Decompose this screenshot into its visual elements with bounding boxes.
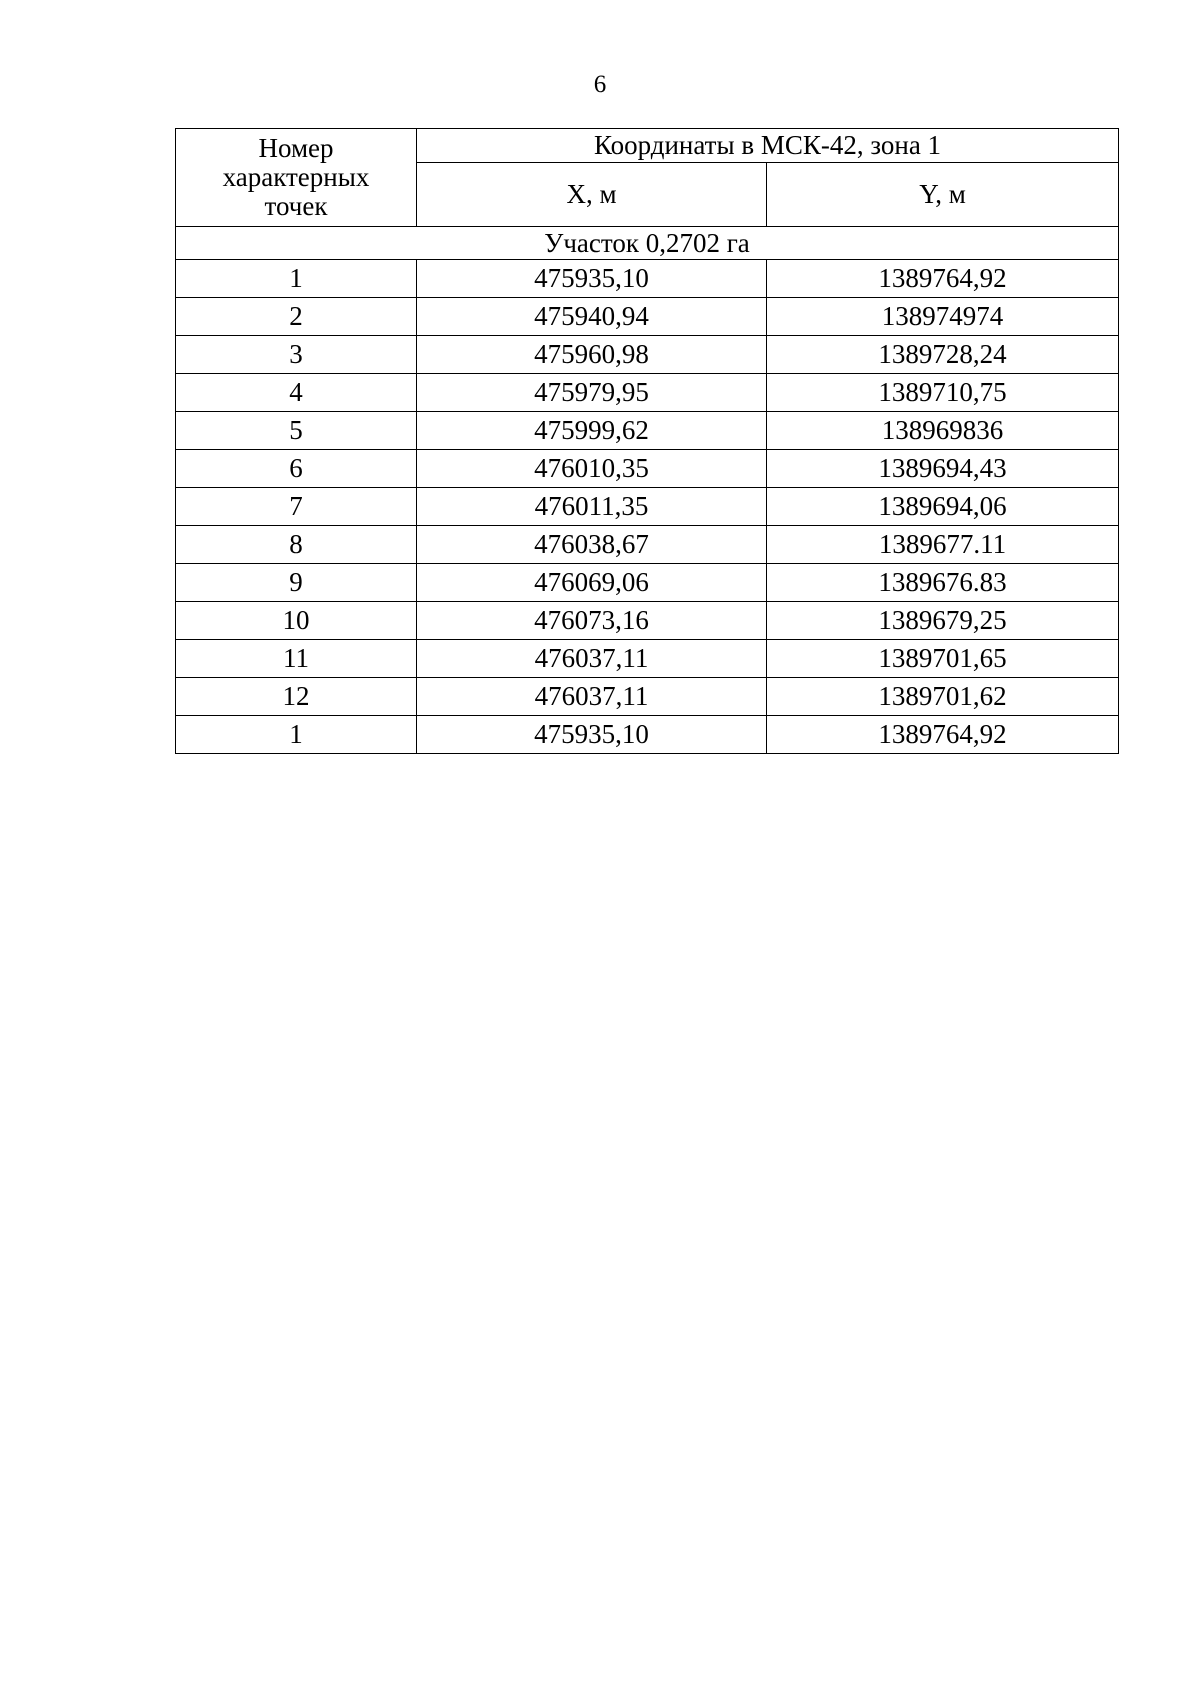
point-number: 11: [176, 640, 417, 678]
point-number: 2: [176, 298, 417, 336]
point-number: 12: [176, 678, 417, 716]
x-value: 476069,06: [417, 564, 767, 602]
y-value: 1389676.83: [767, 564, 1119, 602]
header-row-1: [176, 129, 1119, 163]
table-row: [176, 602, 1119, 640]
y-value: 1389764,92: [767, 260, 1119, 298]
y-value: 1389701,62: [767, 678, 1119, 716]
page-number: 6: [593, 71, 607, 98]
table-row: [176, 564, 1119, 602]
point-number: 1: [176, 260, 417, 298]
point-number: 5: [176, 412, 417, 450]
table-row: [176, 260, 1119, 298]
x-value: 476037,11: [417, 678, 767, 716]
table-row: [176, 526, 1119, 564]
table-row: [176, 716, 1119, 754]
y-value: 1389710,75: [767, 374, 1119, 412]
x-value: 476073,16: [417, 602, 767, 640]
points-header: [176, 129, 417, 227]
table-row: [176, 450, 1119, 488]
y-value: 1389677.11: [767, 526, 1119, 564]
table-row: [176, 640, 1119, 678]
point-number: 9: [176, 564, 417, 602]
section-title: Участок 0,2702 га: [176, 227, 1119, 260]
table-row: [176, 488, 1119, 526]
y-value: 1389694,06: [767, 488, 1119, 526]
point-number: 8: [176, 526, 417, 564]
point-number: 7: [176, 488, 417, 526]
y-value: 1389694,43: [767, 450, 1119, 488]
point-number: 3: [176, 336, 417, 374]
point-number: 4: [176, 374, 417, 412]
points-header-line-3: точек: [264, 191, 328, 221]
x-value: 476011,35: [417, 488, 767, 526]
section-row: [176, 227, 1119, 260]
x-value: 475979,95: [417, 374, 767, 412]
coordinates-table: [175, 128, 1119, 754]
x-value: 475999,62: [417, 412, 767, 450]
points-header-line-2: характерных: [222, 162, 370, 192]
y-value: 1389701,65: [767, 640, 1119, 678]
y-value: 138974974: [767, 298, 1119, 336]
y-value: 1389728,24: [767, 336, 1119, 374]
y-value: 1389679,25: [767, 602, 1119, 640]
x-value: 475960,98: [417, 336, 767, 374]
point-number: 10: [176, 602, 417, 640]
y-value: 1389764,92: [767, 716, 1119, 754]
table-row: [176, 374, 1119, 412]
y-header: Y, м: [767, 163, 1119, 227]
point-number: 6: [176, 450, 417, 488]
x-value: 476038,67: [417, 526, 767, 564]
y-value: 138969836: [767, 412, 1119, 450]
x-value: 475935,10: [417, 260, 767, 298]
x-value: 475935,10: [417, 716, 767, 754]
point-number: 1: [176, 716, 417, 754]
x-value: 475940,94: [417, 298, 767, 336]
table-row: [176, 678, 1119, 716]
x-value: 476010,35: [417, 450, 767, 488]
table-row: [176, 336, 1119, 374]
coordinates-header: Координаты в МСК-42, зона 1: [417, 129, 1119, 163]
table-row: [176, 412, 1119, 450]
x-header: X, м: [417, 163, 767, 227]
x-value: 476037,11: [417, 640, 767, 678]
table-row: [176, 298, 1119, 336]
points-header-line-1: Номер: [258, 133, 334, 163]
